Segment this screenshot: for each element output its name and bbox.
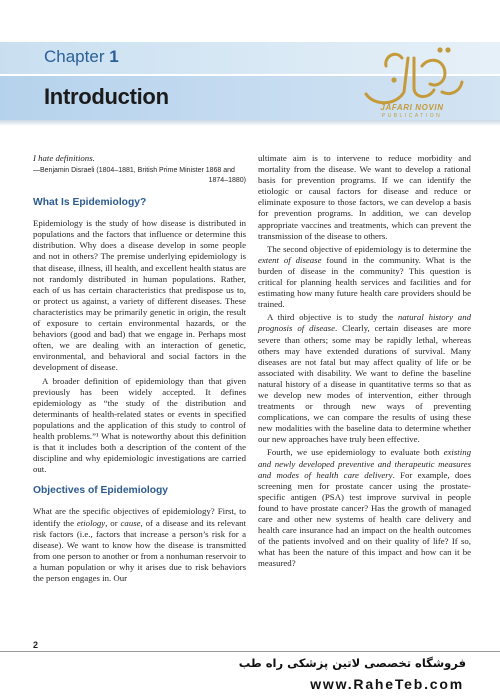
chapter-word: Chapter [44, 47, 105, 66]
text-run: , of a disease and its relevant risk factors (i.e., factors that increase a person’s risk for a disease). We want to know how the disease is transmitted from one person to another or from a nonhuman reservoir to a human population or why it arises due to risk behaviors the person engages in. Our [33, 517, 246, 583]
italic-term: cause [120, 517, 141, 528]
text-run: found in the community. What is the burden of disease in the community? This question is critical for planning health services and facilities and for estimating how many future health care providers should be trained. [258, 254, 472, 310]
paragraph: A broader definition of epidemiology than that given previously has been widely accepted. It defines epidemiology as “the study of the distribution and determinants of health-related states or events in specified populations and the application of this study to control of health problems.”¹ What is noteworthy about this definition is that it includes both a description of the content of the discipline and why epidemiologic investigations are carried out. [33, 375, 246, 475]
text-run: A third objective is to study the [267, 312, 398, 323]
footer-url: www.RaheTeb.com [310, 676, 464, 692]
right-column [258, 153, 471, 571]
paragraph [258, 312, 471, 445]
text-run: The second objective of epidemiology is to determine the [267, 243, 471, 254]
paragraph: Epidemiology is the study of how disease is distributed in populations and the factors that influence or determine this distribution. Why does a disease develop in some people and not in others? The premise underlying epidemiology is that disease, illness, ill health, and excellent health status are not randomly distributed in human populations. Rather, each of us has certain characteristics that predispose us to, or protect us against, a variety of different diseases. These characteristics may be primarily genetic in origin, the result of exposure to certain environmental hazards, or the behaviors (good and bad) that we engage in. Perhaps most often, we are dealing with an interaction of genetic, environmental, and behavioral and social factors in the development of disease. [33, 218, 247, 373]
attribution-line-2: 1874–1880) [208, 176, 246, 184]
italic-term: etiology [76, 517, 106, 528]
page-number: 2 [33, 640, 39, 650]
italic-term: existing and newly developed preventive and therapeutic measures and modes of health care delivery [258, 447, 471, 480]
section-heading-what-is-epidemiology: What Is Epidemiology? [33, 197, 147, 209]
paragraph [258, 447, 471, 569]
epigraph-quote: I hate definitions. [33, 153, 95, 163]
left-column [33, 153, 246, 586]
publisher-sub: PUBLICATION [381, 113, 443, 119]
chapter-number: 1 [109, 47, 119, 66]
chapter-label [44, 47, 119, 67]
text-run: . For example, does screening men for prostate cancer using the prostate-specific antigen (PSA) test improve survival in people found to have prostate cancer? Has the growth of managed care and other new systems of health care delivery and health care insurance had an impact on the health outcomes of the patients involved and on their quality of life? If so, what has been the nature of this impact and how can it be measured? [258, 469, 472, 569]
footer-divider [0, 651, 500, 652]
text-run: , or [105, 517, 121, 528]
chapter-title: Introduction [44, 84, 169, 109]
paragraph [33, 506, 246, 584]
paragraph: ultimate aim is to intervene to reduce morbidity and mortality from the disease. We want to develop a rational basis for prevention programs. If we can identify the etiologic or causal factors for disease and reduce or eliminate exposure to those factors, we can develop a basis for prevention programs. In addition, we can develop appropriate vaccines and treatments, which can prevent the transmission of the disease to others. [258, 153, 471, 241]
paragraph [258, 244, 471, 311]
italic-term: extent of disease [258, 254, 322, 265]
italic-term: natural history and prognosis of disease [258, 312, 471, 334]
text-run: . Clearly, certain diseases are more severe than others; some may be rapidly lethal, whereas others may have extended durations of survival. Many diseases are not fatal but may affect quality of life or be associated with disability. We want to define the baseline natural history of a disease in quantitative terms so that as we develop new modes of intervention, either through treatments or through new ways of preventing complications, we can compare the results of using these new modalities with the baseline data to determine whether our new approaches have truly been effective. [258, 323, 471, 445]
publisher-name: JAFARI NOVIN [380, 103, 444, 112]
footer-store-name: فروشگاه تخصصی لاتین پزشکی راه طب [238, 656, 466, 670]
section-heading-objectives: Objectives of Epidemiology [33, 485, 169, 497]
epigraph-attribution [33, 166, 246, 185]
attribution-line-1: —Benjamin Disraeli (1804–1881, British Prime Minister 1868 and [33, 167, 235, 175]
text-run: What are the specific objectives of epidemiology? First, to identify the [33, 506, 246, 528]
text-run: Fourth, we use epidemiology to evaluate both [267, 447, 444, 458]
